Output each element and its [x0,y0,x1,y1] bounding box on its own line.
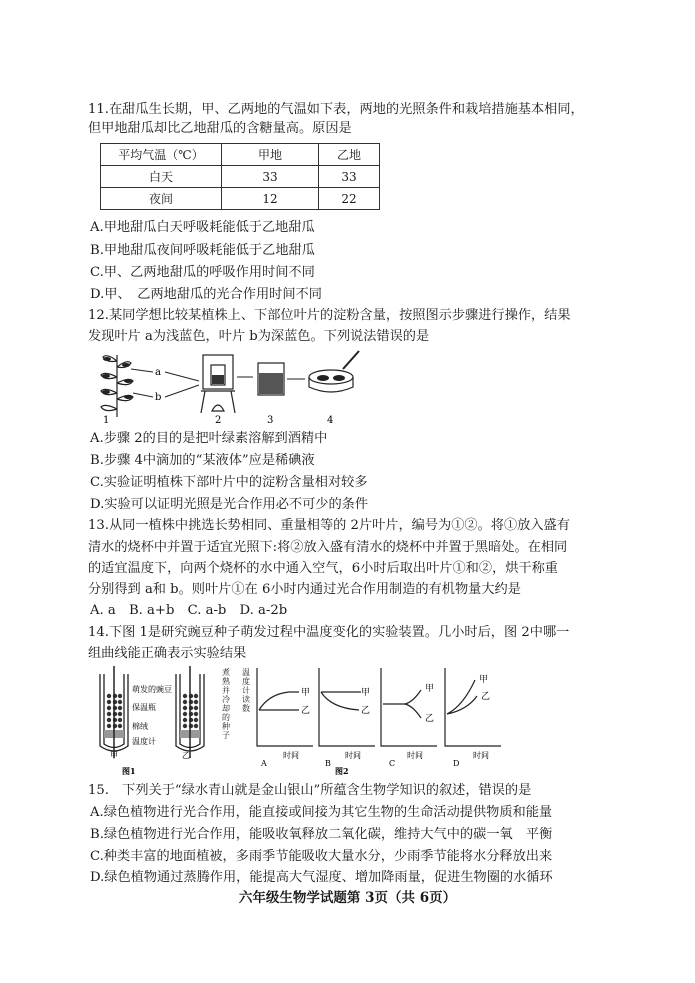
xlabel: 时间 [473,751,489,760]
q12-option-c: C.实验证明植株下部叶片中的淀粉含量相对较多 [90,475,368,490]
curve-yi [405,704,421,718]
figure2-caption: 图2 [335,766,349,776]
step-label-2: 2 [215,415,222,425]
fig2-ylabel: 温度计读数 [242,668,250,713]
label-jia: 甲 [110,751,118,760]
q12-stem-line2: 发现叶片 a为浅蓝色，叶片 b为深蓝色。下列说法错误的是 [88,329,430,344]
series-label-yi: 乙 [301,706,311,716]
step-label-4: 4 [327,415,334,425]
series-label-yi: 乙 [481,692,491,702]
label-germinating-peas: 萌发的豌豆 [132,685,172,694]
label-boiled-seeds: 煮熟并冷却的种子 [222,668,230,740]
series-label-jia: 甲 [301,688,311,698]
label-thermos: 保温瓶 [132,703,156,712]
dish-leaf-b [333,375,345,381]
panel-c [381,668,437,768]
arrow-line [165,385,199,397]
q12-option-d: D.实验可以证明光照是光合作用必不可少的条件 [90,497,369,512]
table-header-cell: 乙地 [319,144,380,166]
q11-option-d: D.甲、 乙两地甜瓜的光合作用时间不同 [90,287,322,302]
dropper-icon [343,351,359,369]
curve-jia [383,690,421,704]
series-label-jia: 甲 [479,675,489,685]
table-cell: 22 [319,188,380,210]
leaf-label-b: b [155,392,162,403]
q12-option-a: A.步骤 2的目的是把叶绿素溶解到酒精中 [90,431,328,446]
q13-stem-line4: 分别得到 a和 b。则叶片①在 6小时内通过光合作用制造的有机物量大约是 [88,582,521,597]
q12-stem-line1: 12.某同学想比较某植株上、下部位叶片的淀粉含量，按照图示步骤进行操作，结果 [88,308,571,323]
table-header-cell: 甲地 [222,144,319,166]
q15-option-d: D.绿色植物通过蒸腾作用，能提高大气湿度、增加降雨量，促进生物圈的水循环 [90,870,553,885]
table-row [101,166,380,188]
q11-option-a: A.甲地甜瓜白天呼吸耗能低于乙地甜瓜 [90,220,315,235]
table-cell: 夜间 [101,188,222,210]
table-header-row [101,144,380,166]
q15-option-b: B.绿色植物进行光合作用，能吸收氧释放二氧化碳，维持大气中的碳一氧 平衡 [90,827,553,842]
q14-figure2-curves [255,666,505,778]
panel-b [319,668,375,768]
q14-stem-line2: 组曲线能正确表示实验结果 [88,646,247,661]
table-cell: 白天 [101,166,222,188]
panel-label-c: C [389,759,396,768]
q14-figure1-apparatus [92,666,234,778]
label-cotton: 棉绒 [132,722,148,731]
series-label-yi: 乙 [361,706,371,716]
q15-option-c: C.种类丰富的地面植被，多雨季节能吸收大量水分，少雨季节能将水分释放出来 [90,849,553,864]
series-label-yi: 乙 [425,714,435,724]
q12-procedure-figure [95,347,375,425]
step-label-3: 3 [267,415,274,425]
q15-stem: 15. 下列关于“绿水青山就是金山银山”所蕴含生物学知识的叙述，错误的是 [88,783,532,798]
xlabel: 时间 [345,751,361,760]
panel-label-a: A [261,759,267,768]
pointer-line-a [131,369,153,372]
q13-stem-line2: 清水的烧杯中并置于适宜光照下:将②放入盛有清水的烧杯中并置于黑暗处。在相同 [88,540,568,555]
q13-stem-line3: 的适宜温度下，向两个烧杯的水中通入空气，6小时后取出叶片①和②，烘干称重 [88,561,558,576]
curve-yi [321,692,359,710]
xlabel: 时间 [407,751,423,760]
panel-d [445,668,501,768]
table-cell: 12 [222,188,319,210]
series-label-jia: 甲 [425,684,435,694]
table-cell: 33 [222,166,319,188]
panel-a [257,668,313,768]
table-cell: 33 [319,166,380,188]
q11-option-c: C.甲、乙两地甜瓜的呼吸作用时间不同 [90,265,315,280]
panel-label-b: B [325,759,331,768]
leaf-label-a: a [155,367,161,378]
beaker-water [259,373,283,394]
panel-label-d: D [453,759,460,768]
q15-option-a: A.绿色植物进行光合作用，能直接或间接为其它生物的生命活动提供物质和能量 [90,805,553,820]
curve-jia [259,692,299,710]
dish-leaf-a [317,375,329,381]
step-label-1: 1 [103,415,110,425]
xlabel: 时间 [283,751,299,760]
table-row [101,188,380,210]
alcohol-fill [212,375,224,384]
series-label-jia: 甲 [361,688,371,698]
petri-dish [309,370,353,392]
q11-temperature-table [100,143,380,210]
q13-options: A. a B. a+b C. a-b D. a-2b [90,603,288,618]
figure1-caption: 图1 [122,766,136,776]
arrow-line [165,372,199,381]
q13-stem-line1: 13.从同一植株中挑选长势相同、重量相等的 2片叶片，编号为①②。将①放入盛有 [88,518,570,533]
q14-stem-line1: 14.下图 1是研究豌豆种子萌发过程中温度变化的实验装置。几小时后，图 2中哪一 [88,625,570,640]
q12-option-b: B.步骤 4中滴加的“某液体”应是稀碘液 [90,453,315,468]
q11-option-b: B.甲地甜瓜夜间呼吸耗能低于乙地甜瓜 [90,243,315,258]
page-footer: 六年级生物学试题第 3页（共 6页） [238,890,457,906]
label-yi: 乙 [182,751,190,760]
q11-stem-line1: 11.在甜瓜生长期，甲、乙两地的气温如下表，两地的光照条件和栽培措施基本相同， [88,102,584,117]
label-thermometer: 温度计 [132,737,156,746]
table-header-cell: 平均气温（℃） [101,144,222,166]
pointer-line-b [133,393,153,397]
q11-stem-line2: 但甲地甜瓜却比乙地甜瓜的含糖量高。原因是 [88,121,352,136]
